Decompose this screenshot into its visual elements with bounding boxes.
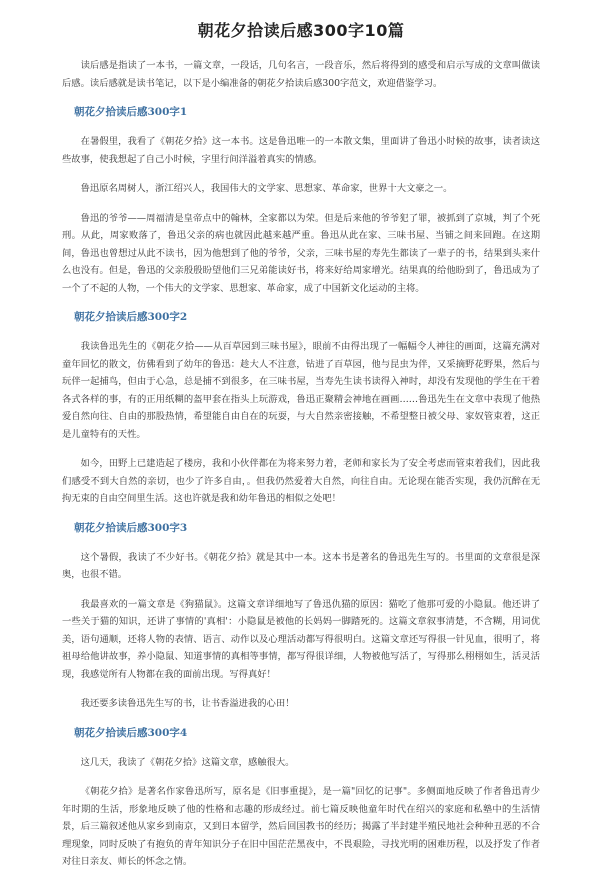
paragraph: 鲁迅的爷爷——周福清是皇帝点中的翰林，全家都以为荣。但是后来他的爷爷犯了罪，被抓到了京城，判了个死刑。从此，周家败落了，鲁迅父亲的病也就因此越来越严重。鲁迅从此在家、三味书屋、当铺之间来回跑。在这期间，鲁迅也曾想过从此不读书，因为他想到了他的爷爷，父亲，三味书屋的寿先生都读了一辈子的书，结果到头来什么也没有。但是，鲁迅的父亲殷殷盼望他们三兄弟能读好书，将来好给周家增光。结果真的给他盼到了，鲁迅成为了一个了不起的人物，一个伟大的文学家、思想家、革命家，成了中国新文化运动的主将。 bbox=[62, 212, 540, 294]
paragraph: 我读鲁迅先生的《朝花夕拾——从百草园到三味书屋》，眼前不由得出现了一幅幅令人神往的画面，这篇充满对童年回忆的散文，仿佛看到了幼年的鲁迅：趁大人不注意，钻进了百草园，他与昆虫为伴，又采摘野花野果，然后与玩伴一起捕鸟，但由于心急，总是捕不到很多，在三味书屋，当寿先生读书读得入神时，却没有发现他的学生在干着各式各样的事，有的正用纸糊的盔甲套在指头上玩游戏，鲁迅正聚精会神地在画画……鲁迅先生在文章中表现了他热爱自然向往、自由的那股热情，希望能自由自在的玩耍，与大自然亲密接触，不希望整日被父母、家奴管束着，这正是儿童特有的天性。 bbox=[62, 341, 540, 440]
paragraph: 如今，田野上已建造起了楼房，我和小伙伴都在为将来努力着，老师和家长为了安全考虑而管束着我们，因此我们感受不到大自然的亲切，也少了许多自由，。但我仍然爱着大自然，向往自由。无论现在能否实现，我仍沉醉在无拘无束的自由空间里生活。这也许就是我和幼年鲁迅的相似之处吧！ bbox=[62, 458, 540, 504]
paragraph: 这个暑假，我读了不少好书。《朝花夕拾》就是其中一本。这本书是著名的鲁迅先生写的。书里面的文章很是深奥，也很不错。 bbox=[62, 551, 540, 580]
section-heading-2: 朝花夕拾读后感300字2 bbox=[74, 311, 188, 323]
paragraph: 鲁迅原名周树人，浙江绍兴人，我国伟大的文学家、思想家、革命家，世界十大文豪之一。 bbox=[80, 183, 453, 194]
paragraph: 我最喜欢的一篇文章是《狗猫鼠》。这篇文章详细地写了鲁迅仇猫的原因：猫吃了他那可爱的小隐鼠。他还讲了一些关于猫的知识，还讲了事情的'真相'：小隐鼠是被他的长妈妈一脚踏死的。这篇文章叙事清楚，不含糊，用词优美，语句通顺，还将人物的表情、语言、动作以及心理活动都写得很明白。这篇文章还写得很一针见血，很明了，将祖母给他讲故事，养小隐鼠、知道事情的真相等事情，都写得很详细，人物被他写活了，写得那么栩栩如生，活灵活现，我感觉所有人物都在我的面前出现。写得真好！ bbox=[62, 598, 540, 680]
page-title: 朝花夕拾读后感300字10篇 bbox=[197, 21, 405, 40]
paragraph: 这几天，我读了《朝花夕拾》这篇文章，感触很大。 bbox=[80, 756, 295, 768]
intro-paragraph: 读后感是指读了一本书，一篇文章，一段话，几句名言，一段音乐，然后将得到的感受和启示写成的文章叫做读后感。读后感就是读书笔记，以下是小编准备的朝花夕拾读后感300字范文，欢迎借鉴学习。 bbox=[62, 60, 540, 89]
section-heading-1: 朝花夕拾读后感300字1 bbox=[74, 106, 188, 118]
paragraph: 《朝花夕拾》是著名作家鲁迅所写，原名是《旧事重提》，是一篇"回忆的记事"。多侧面地反映了作者鲁迅青少年时期的生活，形象地反映了他的性格和志趣的形成经过。前七篇反映他童年时代在绍兴的家庭和私塾中的生活情景，后三篇叙述他从家乡到南京，又到日本留学，然后回国教书的经历；揭露了半封建半殖民地社会种种丑恶的不合理现象，同时反映了有抱负的青年知识分子在旧中国茫茫黑夜中，不畏艰险，寻找光明的困难历程，以及抒发了作者对往日亲友、师长的怀念之情。 bbox=[62, 786, 540, 867]
section-heading-4: 朝花夕拾读后感300字4 bbox=[74, 726, 188, 739]
paragraph: 在暑假里，我看了《朝花夕拾》这一本书。这是鲁迅唯一的一本散文集，里面讲了鲁迅小时候的故事，读者读这些故事，使我想起了自己小时候，字里行间洋溢着真实的情感。 bbox=[62, 136, 540, 165]
section-heading-3: 朝花夕拾读后感300字3 bbox=[74, 521, 188, 534]
paragraph: 我还要多读鲁迅先生写的书，让书香溢进我的心田！ bbox=[80, 698, 295, 709]
